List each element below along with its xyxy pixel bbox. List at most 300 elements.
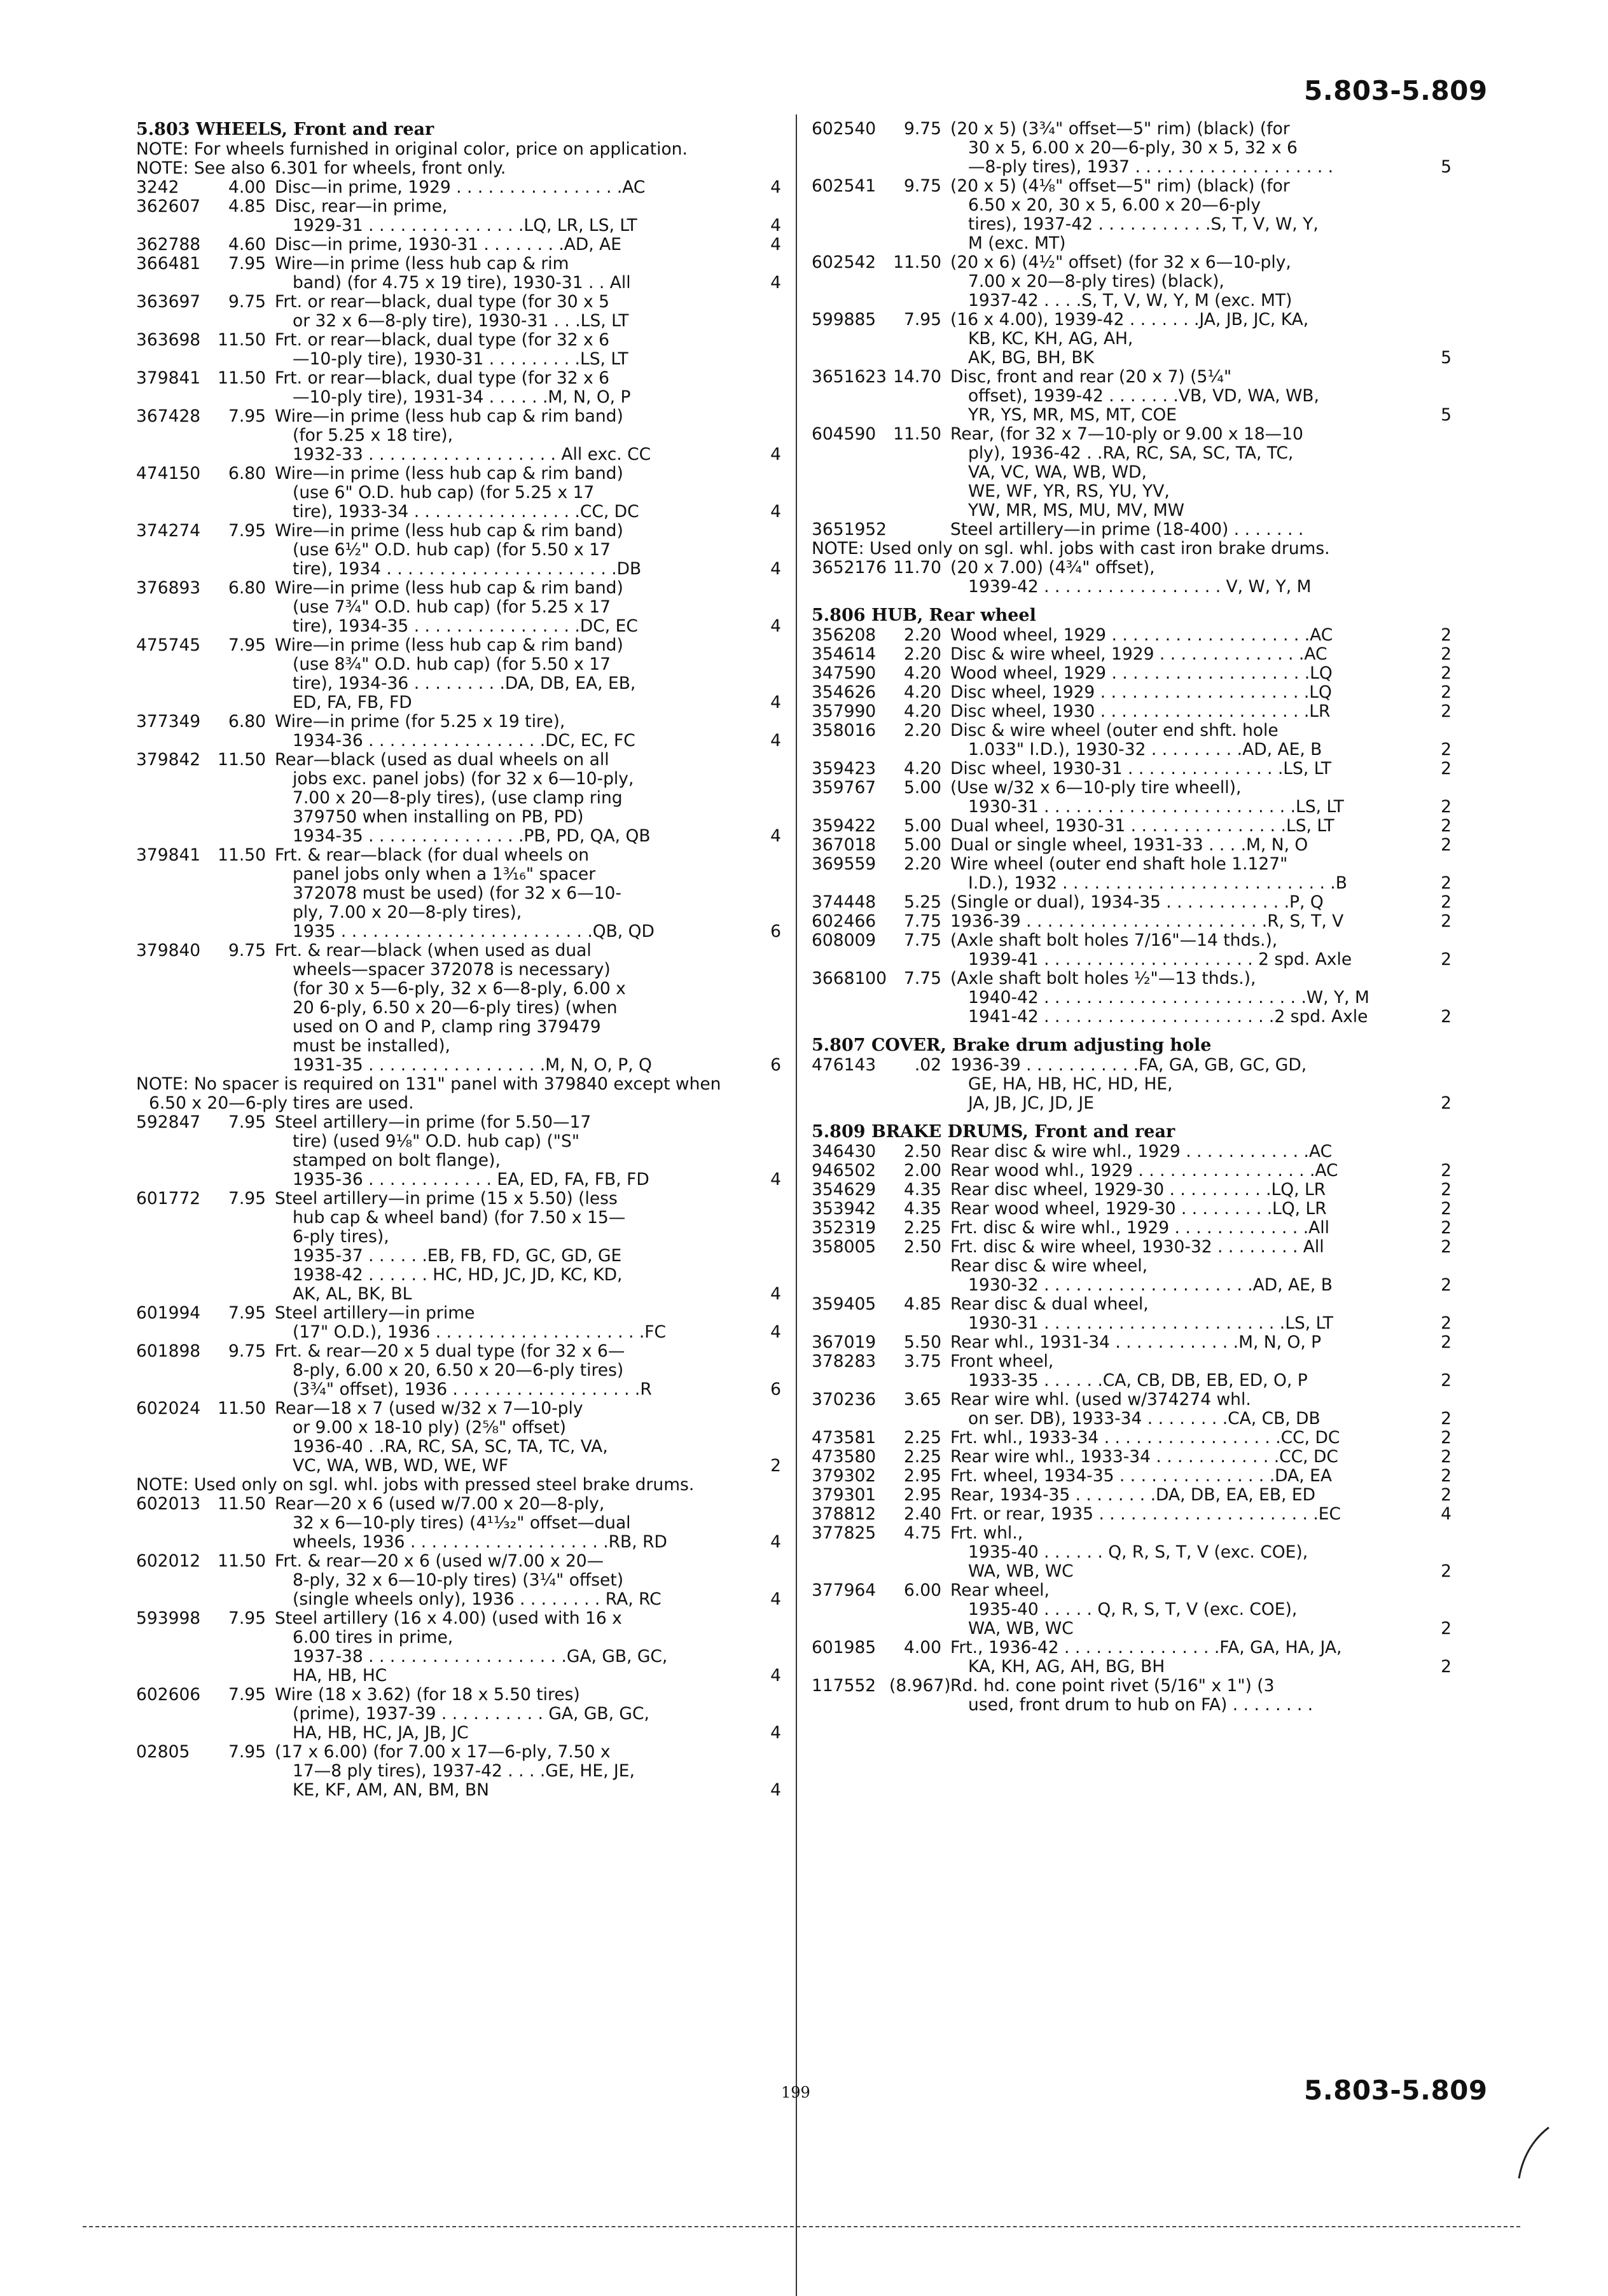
part-entry [812,836,1452,855]
section-heading: 5.809 BRAKE DRUMS, Front and rear [812,1122,1175,1142]
description-line: WE, WF, YR, RS, YU, YV, [968,482,1170,501]
part-number: 475745 [136,635,201,655]
part-price: 9.75 [903,176,941,196]
description-line: 7.00 x 20—8-ply tires) (black), [968,272,1224,291]
part-description [275,369,748,407]
note-line: NOTE: Used only on sgl. whl. jobs with pressed steel brake drums. [136,1475,695,1495]
part-price: 7.95 [228,1112,266,1132]
part-entry [812,664,1452,683]
part-entry [136,1342,781,1399]
part-quantity: 4 [770,1723,781,1743]
part-number: 356208 [812,625,877,645]
description-line: KA, KH, AG, AH, BG, BH [968,1657,1165,1677]
part-description [950,1295,1418,1333]
description-line: ED, FA, FB, FD [293,693,412,712]
part-price: 11.50 [218,750,266,770]
part-number: 362788 [136,235,201,254]
part-quantity: 4 [770,1780,781,1800]
description-line: HA, HB, HC [293,1666,387,1685]
description-line: stamped on bolt flange), [293,1151,501,1170]
description-line: Steel artillery—in prime (for 5.50—17 [275,1113,592,1132]
description-line: YR, YS, MR, MS, MT, COE [968,406,1177,425]
description-line: Steel artillery—in prime (15 x 5.50) (less [275,1189,618,1208]
part-price: 2.20 [903,625,941,645]
part-description [275,197,748,235]
part-number: 358016 [812,721,877,740]
part-price: 7.75 [903,930,941,950]
part-entry [812,1505,1452,1524]
part-entry [812,778,1452,817]
part-number: 602012 [136,1551,201,1571]
part-description [275,846,748,941]
part-number: 376893 [136,578,201,598]
part-quantity: 2 [1441,1619,1452,1638]
part-number: 117552 [812,1676,877,1696]
description-line: Rd. hd. cone point rivet (5/16" x 1") (3 [950,1677,1275,1696]
part-number: 347590 [812,663,877,683]
description-line: 8-ply, 32 x 6—10-ply tires) (3¼" offset) [293,1571,624,1590]
part-number: 352319 [812,1218,877,1238]
part-price: 11.50 [218,845,266,865]
part-quantity: 2 [1441,835,1452,855]
part-entry [136,197,781,235]
description-line: 1934-36 . . . . . . . . . . . . . . . . .DC, EC, FC [293,731,635,750]
part-description [950,626,1418,645]
part-quantity: 2 [1441,1007,1452,1027]
description-line: M (exc. MT) [968,234,1066,253]
part-description [950,1581,1418,1638]
part-price: 7.95 [228,1303,266,1323]
part-price: 7.75 [903,969,941,988]
description-line: YW, MR, MS, MU, MV, MW [968,501,1184,520]
description-line: Wood wheel, 1929 . . . . . . . . . . . . . . . . . . .AC [950,626,1333,645]
part-price: 4.20 [903,759,941,778]
description-line: (use 6½" O.D. hub cap) (for 5.50 x 17 [293,541,611,560]
part-quantity: 4 [770,273,781,293]
part-price: 2.20 [903,721,941,740]
part-description [950,721,1418,759]
description-line: 8-ply, 6.00 x 20, 6.50 x 20—6-ply tires) [293,1361,624,1380]
description-line: (Single or dual), 1934-35 . . . . . . . . . . . .P, Q [950,893,1324,912]
part-entry [812,1257,1452,1295]
part-description [275,750,748,846]
part-description [275,1609,748,1685]
note-line: NOTE: See also 6.301 for wheels, front only. [136,158,506,178]
part-number: 359422 [812,816,877,836]
part-quantity: 2 [1441,663,1452,683]
description-line: —8-ply tires), 1937 . . . . . . . . . . . . . . . . . . . [968,158,1334,177]
description-line: AK, AL, BK, BL [293,1285,412,1304]
part-description [950,1257,1418,1295]
description-line: 6.50 x 20, 30 x 5, 6.00 x 20—6-ply [968,196,1261,215]
part-number: 3651952 [812,520,887,539]
part-number: 346430 [812,1142,877,1161]
description-line: (20 x 7.00) (4¾" offset), [950,558,1155,577]
part-number: 602466 [812,911,877,931]
part-number: 602606 [136,1685,201,1705]
part-description [275,178,748,197]
description-line: Wire—in prime (less hub cap & rim band) [275,636,623,655]
description-line: panel jobs only when a 1³⁄₁₆" spacer [293,865,596,884]
description-line: 6.00 tires in prime, [293,1628,454,1647]
part-description [950,368,1418,425]
section-heading: 5.806 HUB, Rear wheel [812,605,1036,625]
part-number: 378812 [812,1504,877,1524]
description-line: —10-ply tire), 1931-34 . . . . . .M, N, O, P [293,388,631,407]
part-description [275,1552,748,1609]
part-description [275,1685,748,1743]
part-price: 4.75 [903,1523,941,1543]
description-line: (prime), 1937-39 . . . . . . . . . . GA, GB, GC, [293,1705,649,1724]
part-price: 5.25 [903,892,941,912]
description-line: Steel artillery—in prime (18-400) . . . . . . . [950,520,1304,539]
part-quantity: 4 [770,1322,781,1342]
part-entry [136,1189,781,1304]
description-line: VA, VC, WA, WB, WD, [968,463,1147,482]
part-entry [812,759,1452,778]
part-entry [812,1295,1452,1333]
description-line: tire), 1934-36 . . . . . . . . .DA, DB, EA, EB, [293,674,636,693]
part-entry [812,1486,1452,1505]
description-line: Frt. or rear, 1935 . . . . . . . . . . . . . . . . . . . . .EC [950,1505,1341,1524]
part-price: 4.35 [903,1180,941,1200]
part-number: 379841 [136,845,201,865]
description-line: Rear disc wheel, 1929-30 . . . . . . . . . .LQ, LR [950,1180,1326,1200]
part-quantity: 4 [770,216,781,235]
part-entry [136,293,781,331]
part-quantity: 2 [1441,1180,1452,1200]
description-line: Front wheel, [950,1352,1054,1371]
part-price: 2.50 [903,1142,941,1161]
description-line: on ser. DB), 1933-34 . . . . . . . .CA, CB, DB [968,1409,1320,1428]
part-price: 11.50 [218,1551,266,1571]
description-line: 372078 must be used) (for 32 x 6—10- [293,884,621,903]
part-number: 599885 [812,310,877,329]
part-description [950,702,1418,721]
part-entry [136,1685,781,1743]
part-price: 4.00 [228,177,266,197]
note-line: NOTE: For wheels furnished in original color, price on application. [136,139,688,159]
part-entry [812,1056,1452,1113]
part-entry [812,893,1452,912]
description-line: Frt. or rear—black, dual type (for 32 x 6 [275,369,609,388]
part-number: 374274 [136,521,201,541]
part-price: 4.00 [903,1638,941,1657]
description-line: Frt. & rear—black (for dual wheels on [275,846,590,865]
part-description [275,407,748,464]
part-price: 2.25 [903,1447,941,1467]
part-entry [136,1113,781,1189]
part-quantity: 2 [770,1456,781,1476]
part-description [275,293,748,331]
description-line: Frt. & rear—20 x 6 (used w/7.00 x 20— [275,1552,604,1571]
part-number: 374448 [812,892,877,912]
description-line: Disc wheel, 1930 . . . . . . . . . . . . . . . . . . . .LR [950,702,1331,721]
part-entry [136,464,781,522]
part-price: 7.95 [228,1189,266,1208]
part-description [950,1524,1418,1581]
description-line: 1930-31 . . . . . . . . . . . . . . . . . . . . . . .LS, LT [968,1314,1333,1333]
part-quantity: 2 [1441,702,1452,721]
description-line: tire) (used 9⅛" O.D. hub cap) ("S" [293,1132,580,1151]
part-price: 7.95 [228,1742,266,1762]
part-quantity: 5 [1441,405,1452,425]
part-quantity: 2 [1441,816,1452,836]
part-description [275,464,748,522]
description-line: GE, HA, HB, HC, HD, HE, [968,1075,1173,1094]
part-number: 369559 [812,854,877,874]
part-quantity: 2 [1441,740,1452,759]
description-line: —10-ply tire), 1930-31 . . . . . . . . .LS, LT [293,350,628,369]
part-number: 354629 [812,1180,877,1200]
part-description [275,254,748,293]
part-description [275,712,748,750]
part-quantity: 6 [770,922,781,941]
part-quantity: 5 [1441,157,1452,177]
part-description [275,1495,748,1552]
description-line: Rear whl., 1931-34 . . . . . . . . . . . .M, N, O, P [950,1333,1322,1352]
part-price: 9.75 [228,941,266,960]
description-line: Rear disc & dual wheel, [950,1295,1149,1314]
part-description [275,941,748,1075]
description-line: (single wheels only), 1936 . . . . . . . . RA, RC [293,1590,662,1609]
description-line: Frt. whl., [950,1524,1023,1543]
description-line: Disc wheel, 1929 . . . . . . . . . . . . . . . . . . . .LQ [950,683,1332,702]
part-description [950,1333,1418,1352]
part-number: 602024 [136,1399,201,1418]
description-line: Disc wheel, 1930-31 . . . . . . . . . . . . . . .LS, LT [950,759,1332,778]
description-line: (20 x 6) (4½" offset) (for 32 x 6—10-ply, [950,253,1291,272]
part-price: 2.95 [903,1485,941,1505]
part-quantity: 2 [1441,797,1452,817]
description-line: Frt. wheel, 1934-35 . . . . . . . . . . . . . . .DA, EA [950,1467,1332,1486]
description-line: wheels—spacer 372078 is necessary) [293,960,611,979]
description-line: Rear—18 x 7 (used w/32 x 7—10-ply [275,1399,583,1418]
part-entry [136,1495,781,1552]
note-text [136,140,781,159]
part-number: 602540 [812,119,877,139]
part-entry [136,331,781,369]
note-text [136,1075,781,1113]
description-line: Steel artillery—in prime [275,1304,475,1323]
description-line: 1936-39 . . . . . . . . . . . . . . . . . . . . . . .R, S, T, V [950,912,1344,931]
description-line: WA, WB, WC [968,1619,1074,1638]
part-entry [136,178,781,197]
column-divider [796,114,797,2296]
part-price: 9.75 [228,1341,266,1361]
part-price: 6.00 [903,1580,941,1600]
part-number: 377349 [136,712,201,731]
part-number: 354614 [812,644,877,664]
part-price: 11.50 [218,330,266,350]
part-quantity: 4 [770,235,781,254]
description-line: Frt., 1936-42 . . . . . . . . . . . . . . .FA, GA, HA, JA, [950,1638,1342,1657]
description-line: WA, WB, WC [968,1562,1074,1581]
description-line: tire), 1933-34 . . . . . . . . . . . . . . . .CC, DC [293,502,639,522]
part-entry [136,369,781,407]
part-price: 7.95 [228,521,266,541]
part-quantity: 2 [1441,1161,1452,1180]
part-price: 4.20 [903,663,941,683]
part-price: .02 [914,1055,941,1075]
part-price: 6.80 [228,578,266,598]
description-line: 32 x 6—10-ply tires) (4¹¹⁄₃₂" offset—dual [293,1514,631,1533]
part-entry [812,1142,1452,1161]
section-gap [812,1027,1452,1035]
description-line: (use 8¾" O.D. hub cap) (for 5.50 x 17 [293,655,611,674]
description-line: 1935-36 . . . . . . . . . . . . EA, ED, FA, FB, FD [293,1170,649,1189]
description-line: (Axle shaft bolt holes 7/16"—14 thds.), [950,931,1278,950]
description-line: Wire wheel (outer end shaft hole 1.127" [950,855,1288,874]
description-line: 1937-42 . . . .S, T, V, W, Y, M (exc. MT) [968,291,1293,310]
note-line: NOTE: No spacer is required on 131" panel with 379840 except when [136,1074,721,1094]
description-line: Wood wheel, 1929 . . . . . . . . . . . . . . . . . . .LQ [950,664,1333,683]
part-description [950,817,1418,836]
description-line: (20 x 5) (4⅛" offset—5" rim) (black) (for [950,177,1290,196]
part-entry [136,235,781,254]
part-description [950,664,1418,683]
description-line: tires), 1937-42 . . . . . . . . . . .S, T, V, W, Y, [968,215,1319,234]
part-description [950,1142,1418,1161]
part-entry [812,368,1452,425]
part-entry [812,702,1452,721]
bottom-dash-line [83,2226,1520,2227]
part-price: 11.70 [893,558,941,577]
description-line: Wire—in prime (less hub cap & rim band) [275,464,623,483]
description-line: Frt. & rear—20 x 5 dual type (for 32 x 6— [275,1342,625,1361]
description-line: or 32 x 6—8-ply tire), 1930-31 . . .LS, LT [293,312,629,331]
part-entry [812,1161,1452,1180]
part-description [950,310,1418,368]
part-entry [136,1399,781,1476]
part-number: 363697 [136,292,201,312]
note-line: 6.50 x 20—6-ply tires are used. [149,1093,414,1113]
part-number: 608009 [812,930,877,950]
part-quantity: 4 [770,616,781,636]
description-line: (17" O.D.), 1936 . . . . . . . . . . . . . . . . . . . .FC [293,1323,667,1342]
part-number: 592847 [136,1112,201,1132]
part-quantity: 2 [1441,682,1452,702]
description-line: ply, 7.00 x 20—8-ply tires), [293,903,522,922]
description-line: 1941-42 . . . . . . . . . . . . . . . . . . . . . .2 spd. Axle [968,1007,1368,1027]
note-text [812,539,1452,558]
description-line: 30 x 5, 6.00 x 20—6-ply, 30 x 5, 32 x 6 [968,139,1298,158]
part-quantity: 2 [1441,1313,1452,1333]
part-number: 354626 [812,682,877,702]
part-entry [812,817,1452,836]
part-number: 367428 [136,406,201,426]
part-entry [136,750,781,846]
part-quantity: 2 [1441,1428,1452,1448]
part-price: 7.95 [903,310,941,329]
part-entry [812,558,1452,597]
part-quantity: 2 [1441,1237,1452,1257]
part-quantity: 4 [770,731,781,750]
description-line: 1936-39 . . . . . . . . . . .FA, GA, GB, GC, GD, [950,1056,1307,1075]
part-quantity: 2 [1441,950,1452,969]
part-number: 379302 [812,1466,877,1486]
part-description [950,969,1418,1027]
part-entry [812,425,1452,520]
part-number: 601898 [136,1341,201,1361]
description-line: 1935-37 . . . . . .EB, FB, FD, GC, GD, GE [293,1247,622,1266]
part-quantity: 4 [770,502,781,522]
part-number: 377964 [812,1580,877,1600]
part-price: 2.95 [903,1466,941,1486]
description-line: Rear disc & wire whl., 1929 . . . . . . . . . . . .AC [950,1142,1333,1161]
description-line: (16 x 4.00), 1939-42 . . . . . . .JA, JB, JC, KA, [950,310,1309,329]
part-description [950,177,1418,253]
part-description [950,253,1418,310]
part-number: 3668100 [812,969,887,988]
part-description [275,522,748,579]
part-entry [812,1333,1452,1352]
part-price: 7.95 [228,1608,266,1628]
part-number: 3651623 [812,367,887,387]
margin-mark [1514,2124,1552,2182]
part-quantity: 4 [770,445,781,464]
description-line: (3¾" offset), 1936 . . . . . . . . . . . . . . . . . .R [293,1380,652,1399]
part-quantity: 2 [1441,1561,1452,1581]
part-quantity: 4 [770,177,781,197]
part-number: 474150 [136,464,201,483]
description-line: hub cap & wheel band) (for 7.50 x 15— [293,1208,626,1228]
description-line: Disc & wire wheel, 1929 . . . . . . . . . . . . . .AC [950,645,1327,664]
part-number: 379301 [812,1485,877,1505]
description-line: band) (for 4.75 x 19 tire), 1930-31 . . All [293,273,631,293]
part-description [275,1743,748,1800]
part-quantity: 2 [1441,1218,1452,1238]
description-line: 1937-38 . . . . . . . . . . . . . . . . . . .GA, GB, GC, [293,1647,668,1666]
part-description [950,1200,1418,1219]
description-line: (use 7¾" O.D. hub cap) (for 5.25 x 17 [293,598,611,617]
description-line: Rear disc & wire wheel, [950,1257,1148,1276]
part-entry [136,636,781,712]
part-number: 357990 [812,702,877,721]
part-description [275,1342,748,1399]
part-description [950,1352,1418,1390]
description-line: 1931-35 . . . . . . . . . . . . . . . . .M, N, O, P, Q [293,1056,652,1075]
part-price: 2.25 [903,1218,941,1238]
part-number: 359423 [812,759,877,778]
part-entry [812,120,1452,177]
part-number: 476143 [812,1055,877,1075]
part-price: 5.00 [903,816,941,836]
part-entry [136,1743,781,1800]
part-quantity: 4 [770,693,781,712]
description-line: Rear wheel, [950,1581,1050,1600]
description-line: Disc—in prime, 1929 . . . . . . . . . . . . . . . .AC [275,178,646,197]
part-entry [136,712,781,750]
part-number: 379840 [136,941,201,960]
part-price: 6.80 [228,712,266,731]
part-description [275,636,748,712]
description-line: Steel artillery (16 x 4.00) (used with 16 x [275,1609,622,1628]
part-description [950,1677,1418,1715]
description-line: Wire—in prime (less hub cap & rim band) [275,522,623,541]
description-line: Rear wood whl., 1929 . . . . . . . . . . . . . . . . .AC [950,1161,1338,1180]
part-quantity: 2 [1441,873,1452,893]
part-number: 370236 [812,1390,877,1409]
part-quantity: 4 [770,1666,781,1685]
part-entry [812,520,1452,539]
description-line: 1939-42 . . . . . . . . . . . . . . . . . V, W, Y, M [968,577,1312,597]
part-number: 366481 [136,254,201,273]
description-line: Frt. disc & wire wheel, 1930-32 . . . . . . . . All [950,1238,1324,1257]
part-quantity: 5 [1441,348,1452,368]
part-quantity: 2 [1441,1275,1452,1295]
description-line: used, front drum to hub on FA) . . . . . . . . [968,1696,1313,1715]
